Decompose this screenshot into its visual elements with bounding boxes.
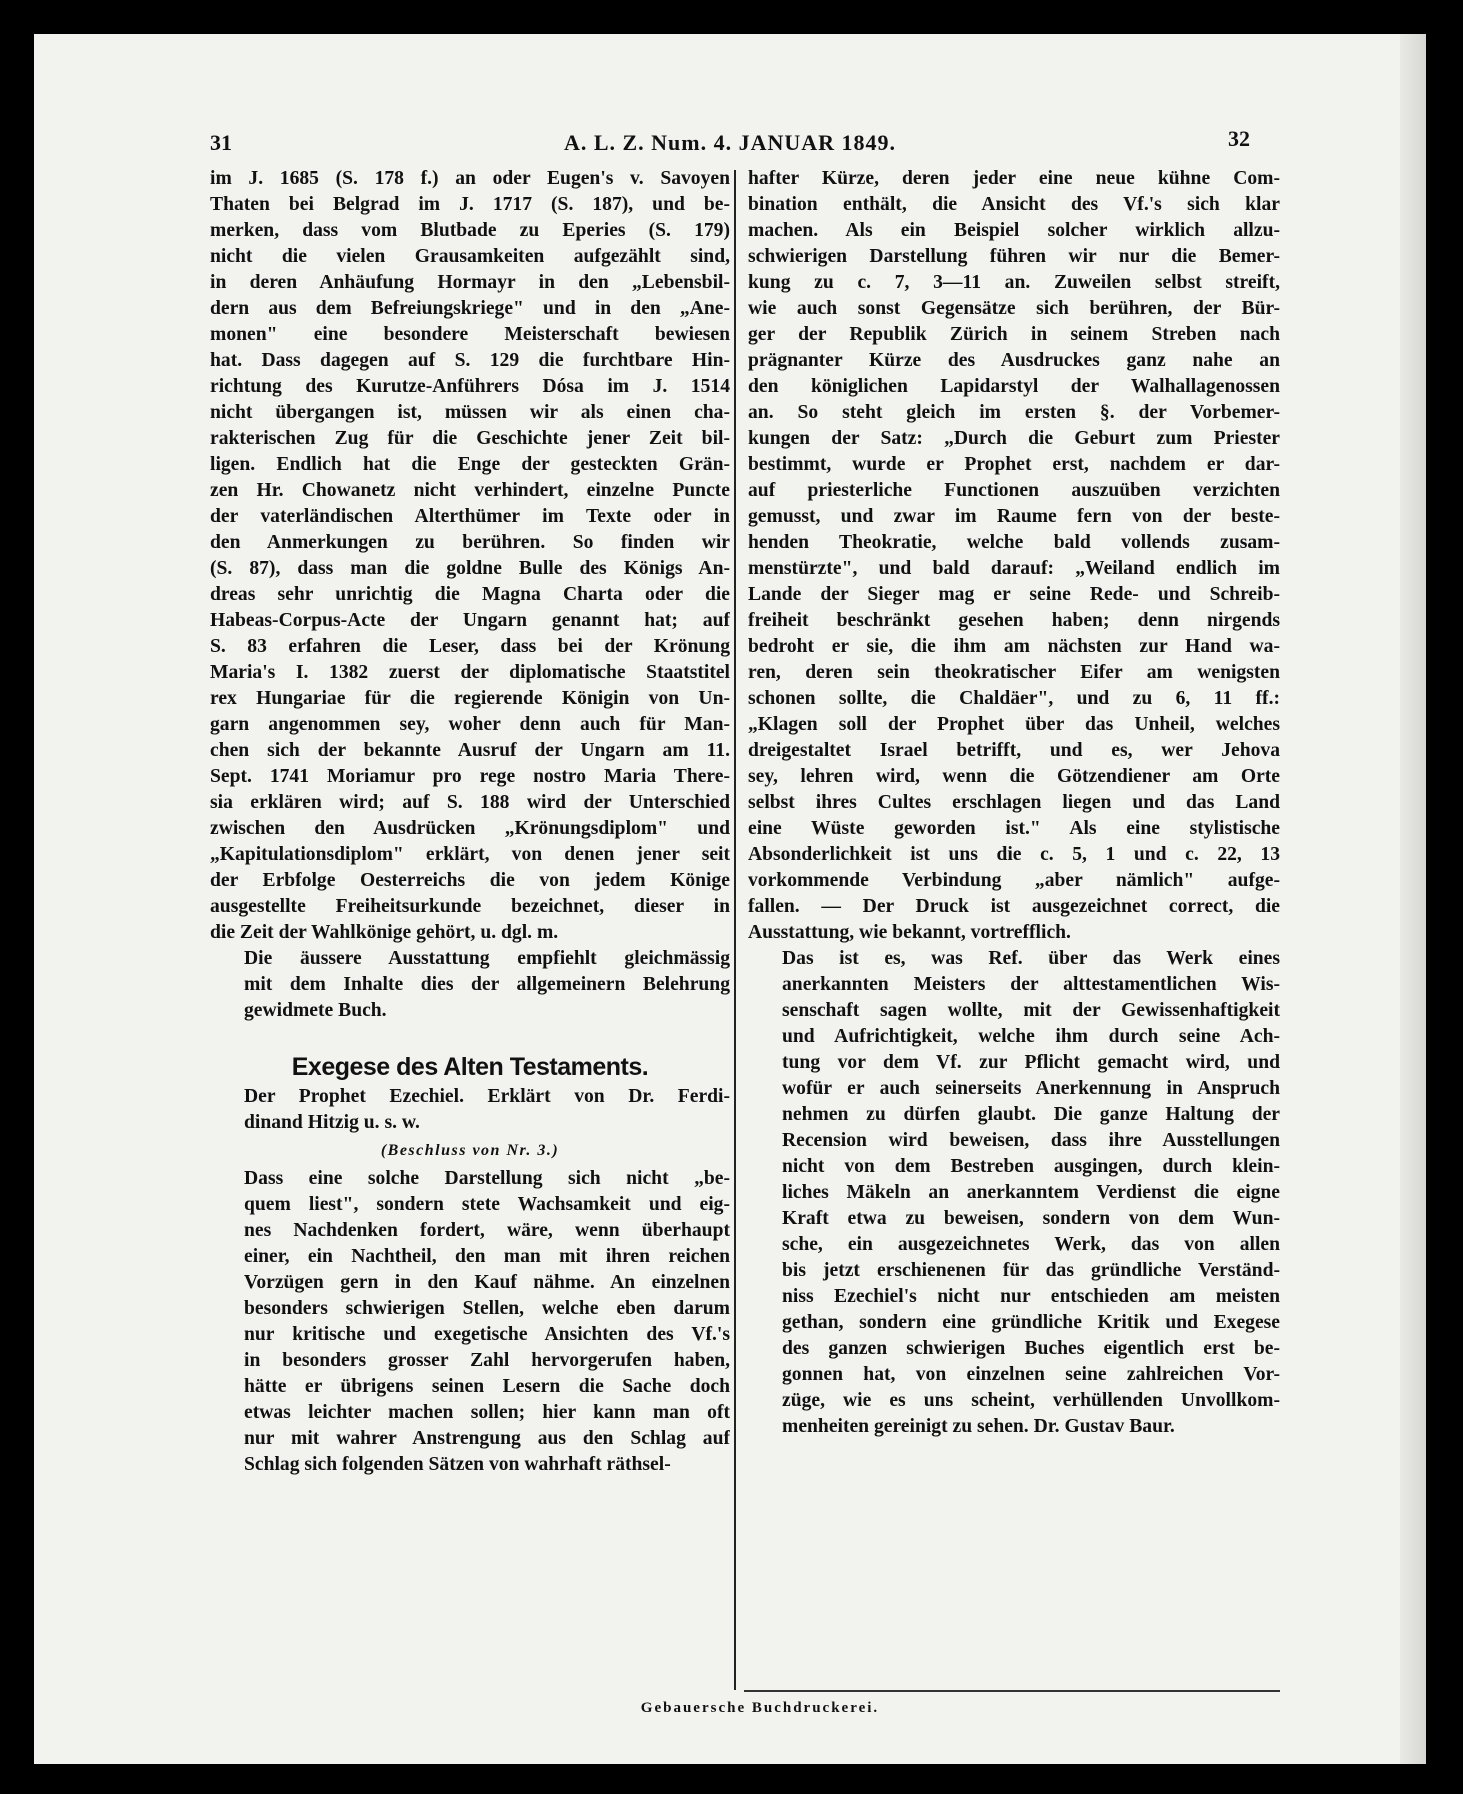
text-line: ren, deren sein theokratischer Eifer am wenigsten [748,662,1280,683]
text-line: garn angenommen sey, woher denn auch für Man- [210,714,730,735]
text-line: tung vor dem Vf. zur Pflicht gemacht wird, und [782,1052,1280,1073]
text-line: dern aus dem Befreiungskriege" und in den „Ane- [210,298,730,319]
text-line: sche, ein ausgezeichnetes Werk, das von allen [782,1234,1280,1255]
text-line: züge, wie es uns scheint, verhüllenden Unvollkom- [782,1390,1280,1411]
text-line: die Zeit der Wahlkönige gehört, u. dgl. m. [210,922,559,943]
text-line: den königlichen Lapidarstyl der Walhallagenossen [748,376,1280,397]
right-paragraph-2 [748,946,1280,1440]
text-line: menheiten gereinigt zu sehen. Dr. Gustav Baur. [782,1416,1175,1437]
text-line: niss Ezechiel's nicht nur entschieden am meisten [782,1286,1280,1307]
text-line: gewidmete Buch. [244,1000,387,1021]
text-line: mit dem Inhalte dies der allgemeinern Belehrung [244,974,730,995]
text-line: schwierigen Darstellung führen wir nur die Bemer- [748,246,1280,267]
text-line: Dass eine solche Darstellung sich nicht „be- [244,1168,730,1189]
page-number-left: 31 [210,130,232,155]
text-line: kung zu c. 7, 3—11 an. Zuweilen selbst streift, [748,272,1280,293]
text-line: kungen der Satz: „Durch die Geburt zum Priester [748,428,1280,449]
text-line: vorkommende Verbindung „aber nämlich" aufge- [748,870,1280,891]
text-line: und Aufrichtigkeit, welche ihm durch seine Ach- [782,1026,1280,1047]
text-line: besonders schwierigen Stellen, welche eben darum [244,1298,730,1319]
text-line: „Kapitulationsdiplom" erklärt, von denen jener seit [210,844,730,865]
text-line: in besonders grosser Zahl hervorgerufen haben, [244,1350,730,1371]
text-line: Sept. 1741 Moriamur pro rege nostro Maria There- [210,766,730,787]
text-line: im J. 1685 (S. 178 f.) an oder Eugen's v. Savoyen [210,168,730,189]
text-line: Der Prophet Ezechiel. Erklärt von Dr. Ferdi- [244,1086,730,1107]
text-line: den Anmerkungen zu berühren. So finden wir [210,532,730,553]
text-line: Das ist es, was Ref. über das Werk eines [782,948,1280,969]
text-line: schonen sollte, die Chaldäer", und zu 6, 11 ff.: [748,688,1280,709]
text-line: senschaft sagen wollte, mit der Gewissenhaftigkeit [782,1000,1280,1021]
text-line: fallen. — Der Druck ist ausgezeichnet correct, die [748,896,1280,917]
text-line: machen. Als ein Beispiel solcher wirklich allzu- [748,220,1280,241]
text-line: Vorzügen gern in den Kauf nähme. An einzelnen [244,1272,730,1293]
text-line: nur mit wahrer Anstrengung aus den Schlag auf [244,1428,730,1449]
text-line: nes Nachdenken fordert, wäre, wenn überhaupt [244,1220,730,1241]
text-line: gethan, sondern eine gründliche Kritik und Exegese [782,1312,1280,1333]
text-line: wofür er auch seinerseits Anerkennung in Anspruch [782,1078,1280,1099]
running-title: A. L. Z. Num. 4. JANUAR 1849. [563,130,897,155]
page-header [210,126,1250,160]
text-line: ausgestellte Freiheitsurkunde bezeichnet, dieser in [210,896,730,917]
text-line: Die äussere Ausstattung empfiehlt gleichmässig [244,948,730,969]
text-line: henden Theokratie, welche bald vollends zusam- [748,532,1280,553]
text-line: etwas leichter machen sollen; hier kann man oft [244,1402,730,1423]
left-paragraph-1 [210,166,730,946]
page-edge-shadow [1400,34,1426,1764]
text-line: in deren Anhäufung Hormayr in den „Lebensbil- [210,272,730,293]
text-line: chen sich der bekannte Ausruf der Ungarn am 11. [210,740,730,761]
conclusion-note: (Beschluss von Nr. 3.) [380,1142,560,1159]
text-line: nehmen zu dürfen glaubt. Die ganze Haltung der [782,1104,1280,1125]
end-rule [744,1690,1280,1692]
text-line: nicht übergangen ist, müssen wir als einen cha- [210,402,730,423]
text-line: wie auch sonst Gegensätze sich berühren, der Bür- [748,298,1280,319]
right-column [748,166,1280,1440]
text-line: ger der Republik Zürich in seinem Streben nach [748,324,1280,345]
text-line: freiheit beschränkt gesehen haben; denn nirgends [748,610,1280,631]
text-line: bestimmt, wurde er Prophet erst, nachdem er dar- [748,454,1280,475]
text-line: bis jetzt erschienenen für das gründliche Verständ- [782,1260,1280,1281]
text-line: (S. 87), dass man die goldne Bulle des Königs An- [210,558,730,579]
text-line: Schlag sich folgenden Sätzen von wahrhaft räthsel- [244,1454,671,1475]
text-line: quem liest", sondern stete Wachsamkeit und eig- [244,1194,730,1215]
left-column [210,166,730,1478]
text-line: selbst ihres Cultes erschlagen liegen und das Land [748,792,1280,813]
review-head [210,1084,730,1136]
text-line: Lande der Sieger mag er seine Rede- und Schreib- [748,584,1280,605]
text-line: monen" eine besondere Meisterschaft bewiesen [210,324,730,345]
text-line: Habeas-Corpus-Acte der Ungarn genannt hat; auf [210,610,730,631]
text-line: dreigestaltet Israel betrifft, und es, wer Jehova [748,740,1280,761]
text-line: Kraft etwa zu beweisen, sondern von dem Wun- [782,1208,1280,1229]
text-line: bedroht er sie, die ihm am nächsten zur Hand wa- [748,636,1280,657]
text-line: menstürzte", und bald darauf: „Weiland endlich im [748,558,1280,579]
text-line: der Erbfolge Oesterreichs die von jedem Könige [210,870,730,891]
page-number-right: 32 [1228,126,1250,151]
text-line: Ausstattung, wie bekannt, vortrefflich. [748,922,1071,943]
text-line: nicht die vielen Grausamkeiten aufgezählt sind, [210,246,730,267]
left-paragraph-3 [210,1166,730,1478]
text-line: gonnen hat, von einzelnen seine zahlreichen Vor- [782,1364,1280,1385]
text-line: hätte er übrigens seinen Lesern die Sache doch [244,1376,730,1397]
left-paragraph-2 [210,946,730,1024]
text-line: anerkannten Meisters der alttestamentlichen Wis- [782,974,1280,995]
text-line: rakterischen Zug für die Geschichte jener Zeit bil- [210,428,730,449]
text-line: einer, ein Nachtheil, den man mit ihren reichen [244,1246,730,1267]
right-paragraph-1 [748,166,1280,946]
text-line: hat. Dass dagegen auf S. 129 die furchtbare Hin- [210,350,730,371]
section-title: Exegese des Alten Testaments. [291,1053,649,1081]
text-line: „Klagen soll der Prophet über das Unheil, welches [748,714,1280,735]
text-line: merken, dass vom Blutbade zu Eperies (S. 179) [210,220,730,241]
text-line: zen Hr. Chowanetz nicht verhindert, einzelne Puncte [210,480,730,501]
text-line: rex Hungariae für die regierende Königin von Un- [210,688,730,709]
text-line: der vaterländischen Alterthümer im Texte oder in [210,506,730,527]
text-line: auf priesterliche Functionen auszuüben verzichten [748,480,1280,501]
text-line: des ganzen schwierigen Buches eigentlich erst be- [782,1338,1280,1359]
text-line: S. 83 erfahren die Leser, dass bei der Krönung [210,636,730,657]
text-line: Maria's I. 1382 zuerst der diplomatische Staatstitel [210,662,730,683]
text-line: nur kritische und exegetische Ansichten des Vf.'s [244,1324,730,1345]
text-line: Thaten bei Belgrad im J. 1717 (S. 187), und be- [210,194,730,215]
text-line: bination enthält, die Ansicht des Vf.'s sich klar [748,194,1280,215]
text-line: dreas sehr unrichtig die Magna Charta oder die [210,584,730,605]
text-line: liches Mäkeln an anerkanntem Verdienst die eigne [782,1182,1280,1203]
text-line: nicht von dem Bestreben ausgingen, durch klein- [782,1156,1280,1177]
text-line: sey, lehren wird, wenn die Götzendiener am Orte [748,766,1280,787]
text-line: Absonderlichkeit ist uns die c. 5, 1 und c. 22, 13 [748,844,1280,865]
text-line: ligen. Endlich hat die Enge der gesteckten Grän- [210,454,730,475]
text-line: prägnanter Kürze des Ausdruckes ganz nahe an [748,350,1280,371]
text-line: sia erklären wird; auf S. 188 wird der Unterschied [210,792,730,813]
text-line: gemusst, und zwar im Raume fern von der beste- [748,506,1280,527]
text-line: eine Wüste geworden ist." Als eine stylistische [748,818,1280,839]
text-line: an. So steht gleich im ersten §. der Vorbemer- [748,402,1280,423]
text-line: zwischen den Ausdrücken „Krönungsdiplom" und [210,818,730,839]
text-line: richtung des Kurutze-Anführers Dósa im J. 1514 [210,376,730,397]
text-line: Recension wird beweisen, dass ihre Ausstellungen [782,1130,1280,1151]
text-line: hafter Kürze, deren jeder eine neue kühne Com- [748,168,1280,189]
column-divider [734,170,736,1690]
text-line: dinand Hitzig u. s. w. [244,1112,420,1133]
printer-imprint: Gebauersche Buchdruckerei. [640,1700,880,1716]
